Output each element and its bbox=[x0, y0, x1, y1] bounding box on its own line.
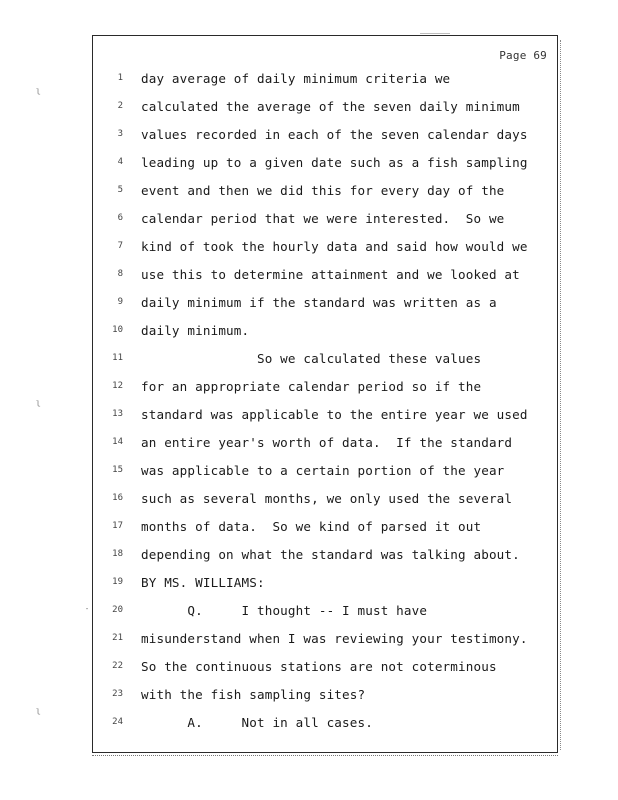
page-number: Page 69 bbox=[499, 49, 547, 62]
line-text: So we calculated these values bbox=[141, 351, 482, 366]
transcript-line bbox=[93, 69, 563, 89]
transcript-page bbox=[92, 35, 558, 753]
line-text: standard was applicable to the entire year we used bbox=[141, 407, 528, 422]
transcript-line bbox=[93, 573, 563, 593]
transcript-line bbox=[93, 181, 563, 201]
line-text: kind of took the hourly data and said how would we bbox=[141, 239, 528, 254]
line-text: daily minimum. bbox=[141, 323, 250, 338]
line-number: 8 bbox=[117, 269, 123, 279]
line-text: was applicable to a certain portion of the year bbox=[141, 463, 505, 478]
line-number: 7 bbox=[117, 241, 123, 251]
transcript-line bbox=[93, 349, 563, 369]
scan-edge-bottom bbox=[92, 753, 558, 756]
line-text: event and then we did this for every day of the bbox=[141, 183, 505, 198]
line-number: 11 bbox=[112, 353, 123, 363]
line-text: So the continuous stations are not coterminous bbox=[141, 659, 497, 674]
line-text: for an appropriate calendar period so if the bbox=[141, 379, 482, 394]
transcript-line bbox=[93, 293, 563, 313]
transcript-line bbox=[93, 125, 563, 145]
line-number: 12 bbox=[112, 381, 123, 391]
transcript-line bbox=[93, 265, 563, 285]
transcript-line bbox=[93, 601, 563, 621]
line-text: misunderstand when I was reviewing your testimony. bbox=[141, 631, 528, 646]
line-number: 24 bbox=[112, 717, 123, 727]
line-number: 1 bbox=[117, 73, 123, 83]
line-number: 14 bbox=[112, 437, 123, 447]
line-text: an entire year's worth of data. If the standard bbox=[141, 435, 513, 450]
margin-mark: ˡ bbox=[34, 399, 43, 415]
transcript-line bbox=[93, 405, 563, 425]
line-number: 22 bbox=[112, 661, 123, 671]
transcript-line bbox=[93, 433, 563, 453]
line-text: calendar period that we were interested. So we bbox=[141, 211, 505, 226]
transcript-line bbox=[93, 237, 563, 257]
transcript-line bbox=[93, 377, 563, 397]
transcript-line bbox=[93, 489, 563, 509]
transcript-line bbox=[93, 153, 563, 173]
line-text: use this to determine attainment and we looked at bbox=[141, 267, 520, 282]
line-text: months of data. So we kind of parsed it out bbox=[141, 519, 482, 534]
line-text: A. Not in all cases. bbox=[141, 715, 373, 730]
line-number: 2 bbox=[117, 101, 123, 111]
transcript-line bbox=[93, 713, 563, 733]
transcript-line bbox=[93, 321, 563, 341]
line-number: 15 bbox=[112, 465, 123, 475]
line-number: 4 bbox=[117, 157, 123, 167]
transcript-line bbox=[93, 629, 563, 649]
margin-mark: ˑ bbox=[84, 605, 91, 616]
scan-mark-top bbox=[420, 33, 450, 34]
line-text: depending on what the standard was talking about. bbox=[141, 547, 520, 562]
transcript-line bbox=[93, 209, 563, 229]
line-number: 9 bbox=[117, 297, 123, 307]
line-text: BY MS. WILLIAMS: bbox=[141, 575, 265, 590]
margin-mark: ˡ bbox=[34, 707, 43, 723]
line-text: daily minimum if the standard was written as a bbox=[141, 295, 497, 310]
line-number: 20 bbox=[112, 605, 123, 615]
line-number: 13 bbox=[112, 409, 123, 419]
line-text: leading up to a given date such as a fish sampling bbox=[141, 155, 528, 170]
transcript-line bbox=[93, 517, 563, 537]
line-number: 5 bbox=[117, 185, 123, 195]
scan-edge-right bbox=[560, 40, 563, 750]
line-number: 17 bbox=[112, 521, 123, 531]
line-text: values recorded in each of the seven calendar days bbox=[141, 127, 528, 142]
line-text: Q. I thought -- I must have bbox=[141, 603, 428, 618]
line-number: 16 bbox=[112, 493, 123, 503]
line-text: such as several months, we only used the several bbox=[141, 491, 513, 506]
transcript-line bbox=[93, 97, 563, 117]
line-number: 19 bbox=[112, 577, 123, 587]
line-number: 6 bbox=[117, 213, 123, 223]
line-number: 23 bbox=[112, 689, 123, 699]
line-text: calculated the average of the seven daily minimum bbox=[141, 99, 520, 114]
line-text: day average of daily minimum criteria we bbox=[141, 71, 451, 86]
line-number: 10 bbox=[112, 325, 123, 335]
line-number: 3 bbox=[117, 129, 123, 139]
transcript-line bbox=[93, 685, 563, 705]
line-number: 21 bbox=[112, 633, 123, 643]
transcript-line bbox=[93, 461, 563, 481]
transcript-line bbox=[93, 657, 563, 677]
line-text: with the fish sampling sites? bbox=[141, 687, 366, 702]
line-number: 18 bbox=[112, 549, 123, 559]
margin-mark: ˡ bbox=[34, 87, 43, 103]
transcript-line bbox=[93, 545, 563, 565]
